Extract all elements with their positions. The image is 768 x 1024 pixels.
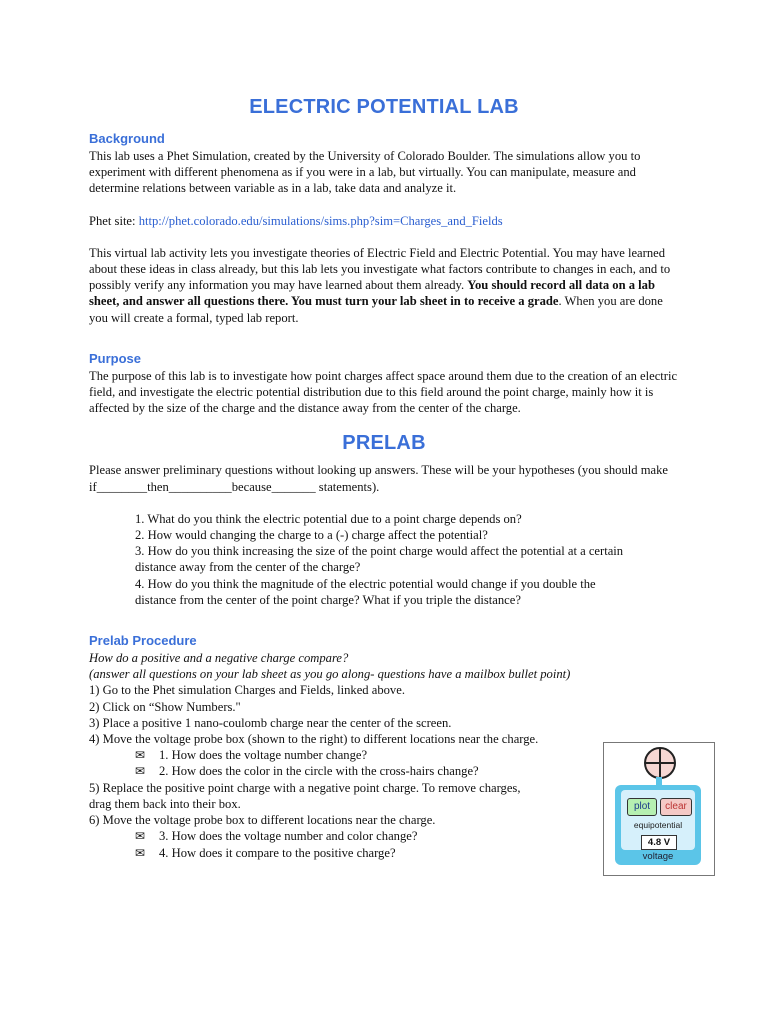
procedure-step-1: 1) Go to the Phet simulation Charges and Fields, linked above. [89,683,405,698]
page-title: ELECTRIC POTENTIAL LAB [249,96,519,118]
procedure-step-4: 4) Move the voltage probe box (shown to the right) to different locations near the charge. [89,732,539,747]
phet-site-link[interactable]: http://phet.colorado.edu/simulations/sims.php?sim=Charges_and_Fields [138,213,503,228]
procedure-subquestion-4: 4. How does it compare to the positive charge? [159,845,396,860]
prelab-question-3: 3. How do you think increasing the size of the point charge would affect the potential at a certain [135,544,624,559]
virtual-lab-paragraph [89,245,679,326]
crosshair-icon [644,747,676,779]
procedure-heading: Prelab Procedure [89,633,197,649]
plot-button: plot [627,798,657,816]
phet-site-label: Phet site: [89,213,136,228]
voltage-probe-image [603,742,715,876]
background-paragraph: This lab uses a Phet Simulation, created by the University of Colorado Boulder. The simulations allow you to experiment with different phenomena as if you were in a lab, but virtually. You can manipulate, measure and determine relations between variable as in a lab, take data and analyze it. [89,149,641,196]
virtual-lab-text: This virtual lab activity lets you investigate theories of Electric Field and Electric Potential. You may have learned about these ideas in class already, but this lab lets you investigate what factors contribute to changes in each, and to possibly verify any information you may have learned about them already. [89,245,671,293]
probe-panel [621,790,695,850]
procedure-italic-question: How do a positive and a negative charge compare? [89,651,349,666]
prelab-question-4: 4. How do you think the magnitude of the electric potential would change if you double the [135,576,596,591]
voltage-readout: 4.8 V [641,835,677,850]
voltage-label: voltage [642,851,674,862]
prelab-question-1: 1. What do you think the electric potential due to a point charge depends on? [135,511,522,526]
procedure-italic-note: (answer all questions on your lab sheet as you go along- questions have a mailbox bullet point) [89,667,571,682]
virtual-lab-end-text: . When you are done you will create a formal, typed lab report. [89,294,663,325]
procedure-subquestion-3-row [89,828,679,844]
prelab-question-4-continued: distance from the center of the point charge? What if you triple the distance? [135,592,521,607]
virtual-lab-bold-text: You should record all data on a lab sheet, and answer all questions there. You must turn your lab sheet in to receive a grade [89,278,655,309]
prelab-title: PRELAB [342,432,426,455]
equipotential-label: equipotential [633,820,683,830]
voltage-probe-box [615,785,701,865]
procedure-subquestion-4-row [89,845,679,861]
phet-site-line [89,213,679,229]
procedure-step-6: 6) Move the voltage probe box to different locations near the charge. [89,813,436,828]
prelab-question-3-continued: distance away from the center of the charge? [135,560,361,575]
prelab-question-list [89,511,679,608]
procedure-subquestion-3: 3. How does the voltage number and color change? [159,829,418,844]
procedure-step-2: 2) Click on “Show Numbers." [89,699,241,714]
mailbox-bullet-icon: ✉ [135,845,146,860]
document-content [89,94,679,861]
procedure-subquestion-2-row [89,763,679,779]
mailbox-bullet-icon: ✉ [135,748,146,763]
procedure-subquestion-1: 1. How does the voltage number change? [159,748,368,763]
clear-button: clear [660,798,692,816]
purpose-paragraph: The purpose of this lab is to investigate how point charges affect space around them due to the creation of an electric field, and investigate the electric potential distribution due to this field around the point charge, mainly how it is affected by the size of the charge and the distance away from the center of the charge. [89,368,678,416]
procedure-subquestion-1-row [89,747,679,763]
prelab-intro: Please answer preliminary questions without looking up answers. These will be your hypotheses (you should make if________then__________because_______ statements). [89,463,668,494]
mailbox-bullet-icon: ✉ [135,764,146,779]
purpose-heading: Purpose [89,350,142,366]
prelab-question-2: 2. How would changing the charge to a (-) charge affect the potential? [135,528,488,543]
procedure-step-3: 3) Place a positive 1 nano-coulomb charge near the center of the screen. [89,715,452,730]
procedure-step-5-continued: drag them back into their box. [89,796,241,811]
procedure-step-5: 5) Replace the positive point charge with a negative point charge. To remove charges, [89,780,521,795]
procedure-subquestion-2: 2. How does the color in the circle with the cross-hairs change? [159,764,479,779]
mailbox-bullet-icon: ✉ [135,829,146,844]
background-heading: Background [89,131,165,146]
